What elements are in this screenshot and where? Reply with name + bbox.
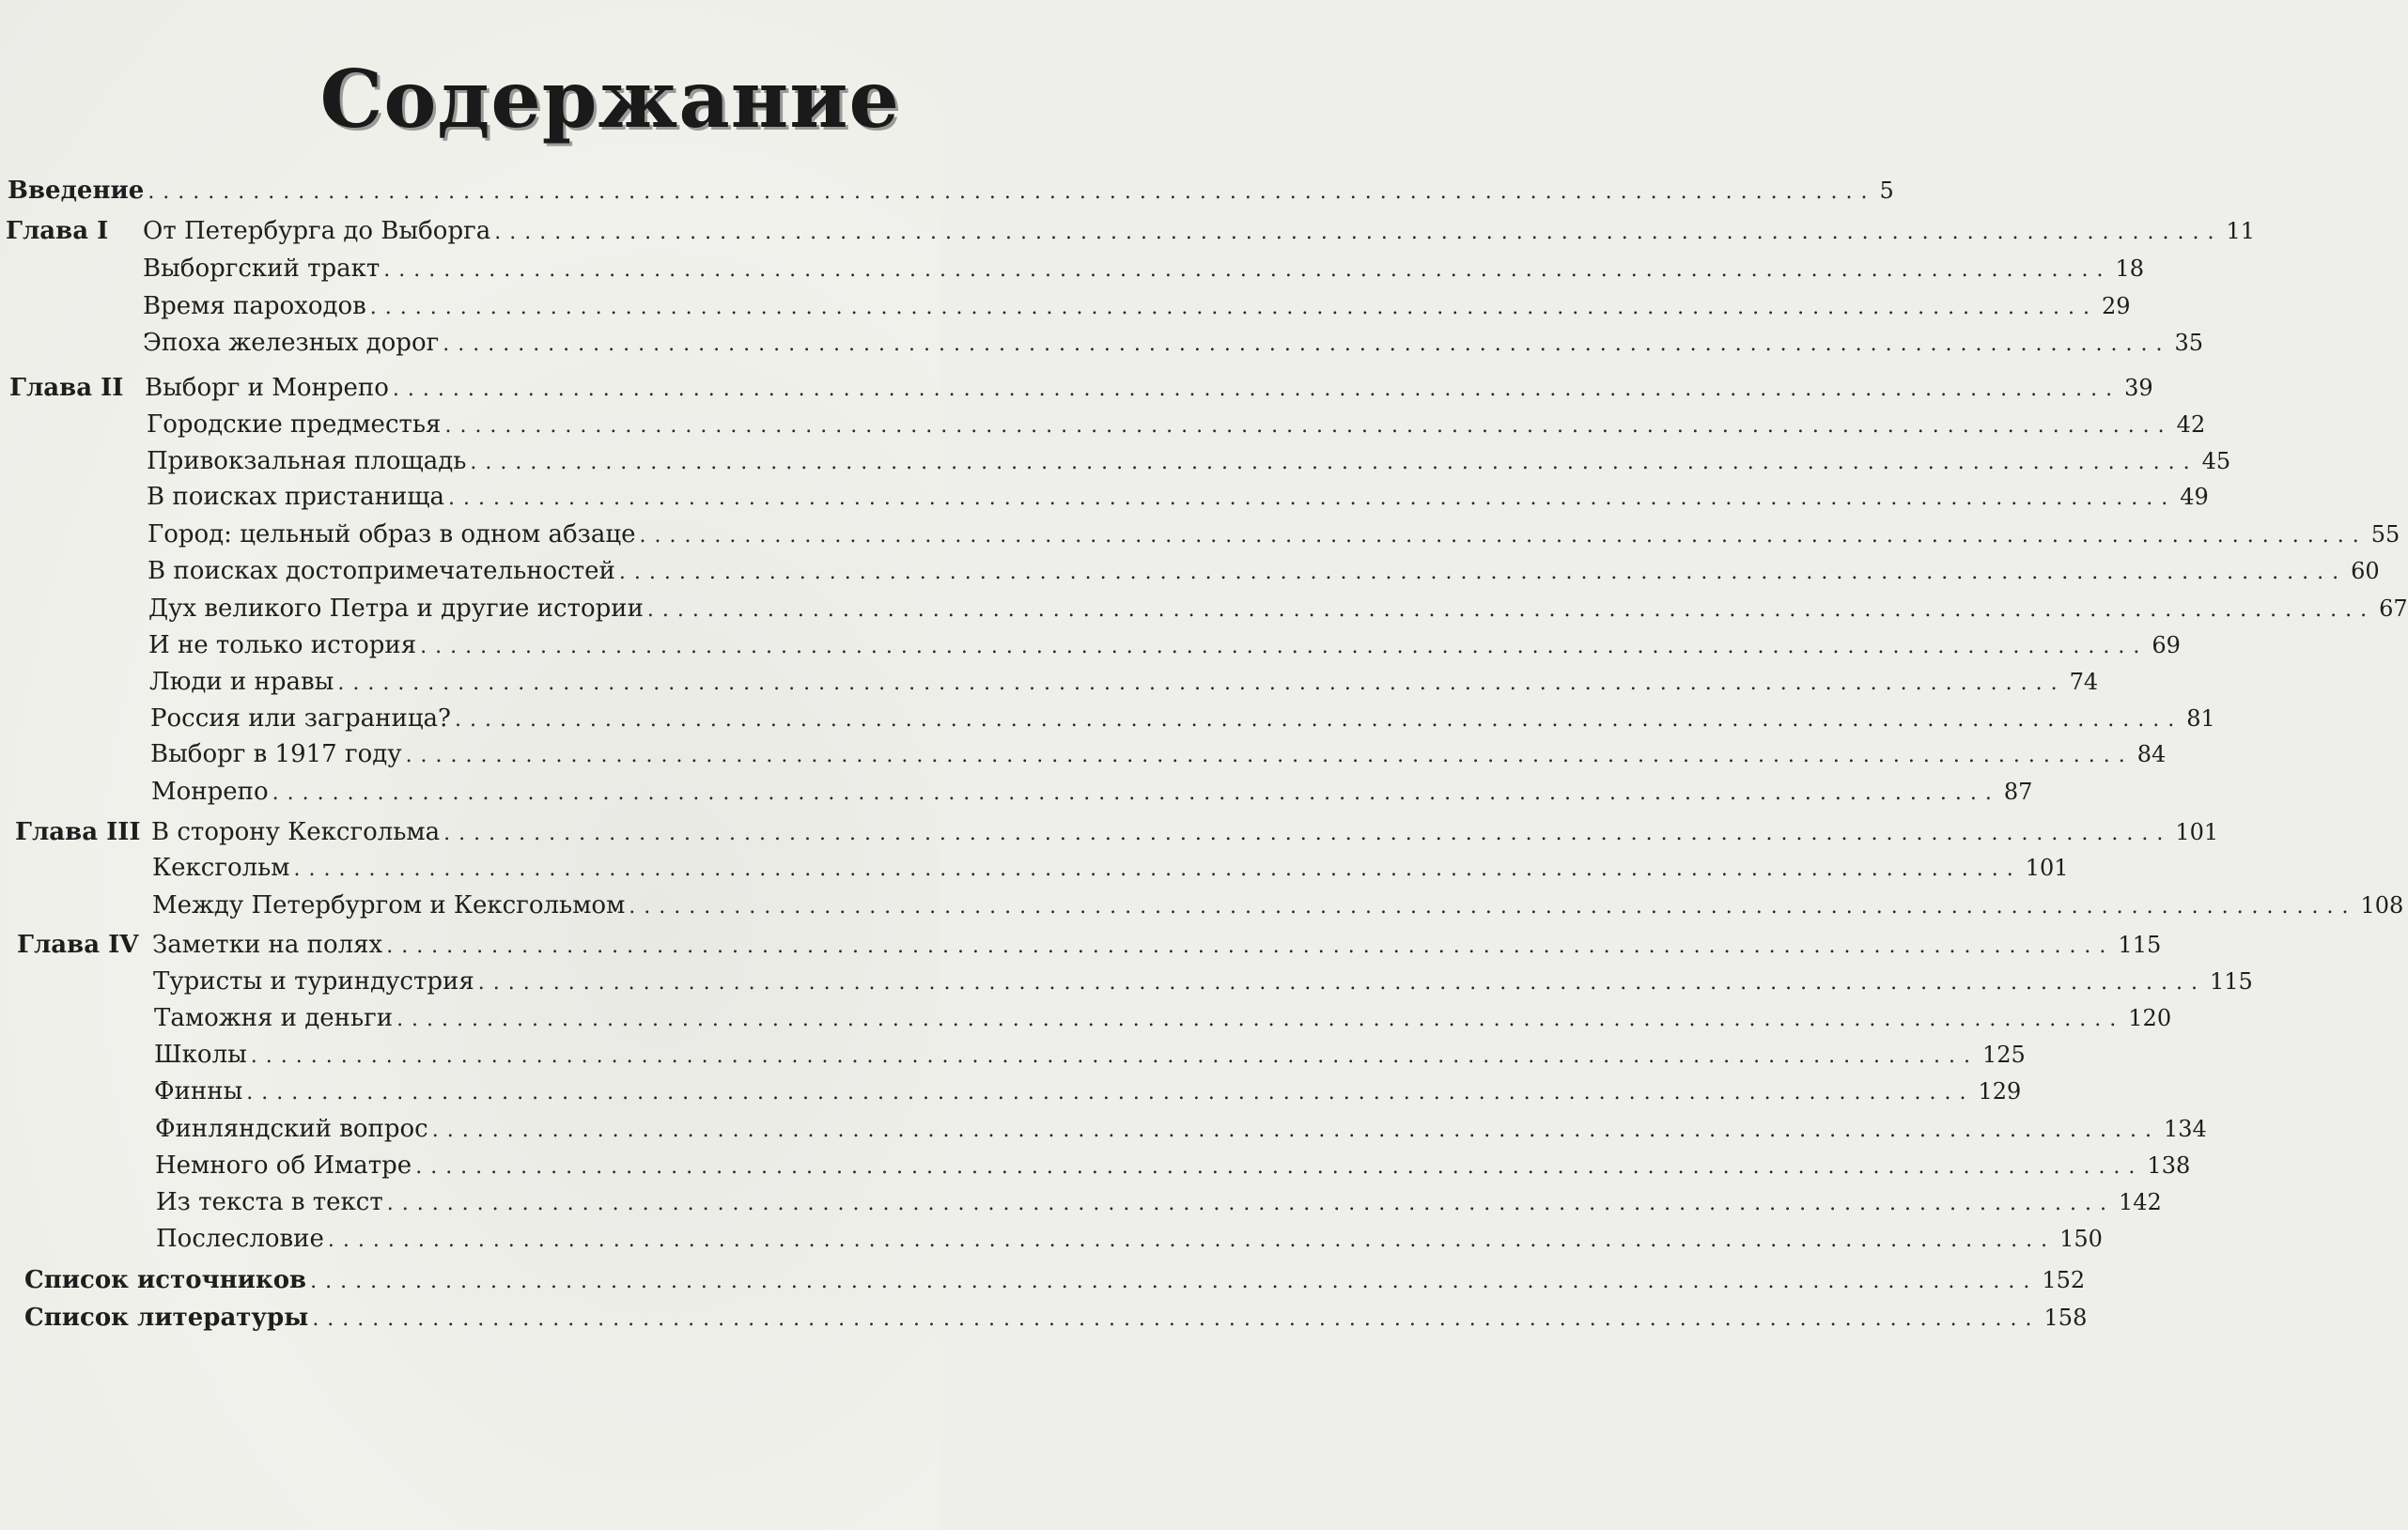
page-number: 60 [2351,558,2380,584]
page-number: 81 [2186,705,2215,732]
entry-title: Дух великого Петра и другие истории [148,595,644,623]
page-title: Содержание [319,53,900,146]
page-number: 115 [2118,932,2162,958]
toc-entry [154,1036,2026,1075]
toc-row [0,478,2209,516]
toc-entry [152,887,2404,926]
page-number: 35 [2174,330,2203,356]
page-number: 11 [2226,218,2255,244]
toc-row [0,700,2215,737]
entry-title: Между Петербургом и Кексгольмом [152,891,626,920]
dot-leader: ................................................................................................................... [639,524,2368,548]
toc-entry [145,369,2153,409]
entry-title: Монрепо [151,778,269,806]
toc-row [0,590,2408,627]
dot-leader: ................................................................................................................... [386,935,2115,958]
toc-entry [24,1261,2086,1301]
dot-leader: ................................................................................................................... [369,296,2098,319]
toc-entry [154,999,2172,1039]
entry-title: В сторону Кексгольма [151,818,441,846]
entry-title: Выборг и Монрепо [145,374,389,402]
entry-title: Время пароходов [143,292,366,320]
toc-row [0,287,2131,325]
toc-entry [147,442,2231,482]
page-number: 45 [2201,448,2231,474]
dot-leader: ................................................................................................................... [629,895,2357,919]
toc-entry [148,516,2400,555]
toc-entry [156,1220,2103,1260]
entry-title: Заметки на полях [152,931,383,959]
page-number: 69 [2152,632,2181,658]
toc-row [0,813,2219,851]
chapter-label: Глава I [6,217,109,245]
entry-title: И не только история [148,631,417,659]
entry-title: Туристы и туриндустрия [153,967,474,996]
dot-leader: ................................................................................................................... [337,672,2066,695]
toc-entry [150,700,2215,739]
toc-entry [155,1147,2191,1186]
toc-entry [153,963,2253,1002]
dot-leader: ................................................................................................................... [293,858,2022,881]
dot-leader: ................................................................................................................... [246,1081,1975,1105]
toc-row [0,442,2231,480]
page-number: 84 [2136,741,2167,767]
toc-entry [147,406,2206,445]
toc-entry [149,663,2099,703]
toc-entry [148,590,2408,629]
toc-row [0,735,2167,773]
toc-row [0,406,2206,443]
entry-title: Финляндский вопрос [155,1115,428,1143]
page-number: 125 [1982,1042,2026,1068]
entry-title: Школы [154,1041,247,1069]
page-number: 39 [2124,375,2153,401]
page-number: 74 [2069,669,2099,695]
entry-title: В поисках пристанища [147,483,445,511]
dot-leader: ................................................................................................................... [396,1008,2125,1031]
toc-entry [143,250,2145,289]
dot-leader: ................................................................................................................... [420,635,2149,658]
toc-entry [143,324,2203,363]
page-number: 138 [2147,1152,2191,1179]
toc-row [0,1220,2103,1258]
toc-row [0,626,2181,664]
entry-title: Кексгольм [152,854,290,882]
page-number: 67 [2379,595,2408,622]
toc-entry [24,1299,2088,1338]
toc-row [0,1110,2207,1148]
entry-title: Список литературы [24,1304,309,1332]
toc-entry [150,735,2167,775]
dot-leader: ................................................................................................................... [443,332,2171,356]
toc-row [0,250,2145,287]
toc-entry [151,773,2033,812]
page-number: 55 [2370,521,2400,548]
toc-row [0,926,2162,964]
entry-title: Городские предместья [147,410,442,439]
dot-leader: ................................................................................................................... [312,1307,2041,1331]
chapter-label: Глава III [15,818,141,846]
page-number: 101 [2025,855,2069,881]
toc-row [0,849,2069,887]
toc-row [0,552,2380,590]
page-number: 87 [2003,779,2033,805]
dot-leader: ................................................................................................................... [431,1119,2160,1142]
toc-entry [155,1110,2207,1150]
dot-leader: ................................................................................................................... [454,708,2183,732]
dot-leader: ................................................................................................................... [448,487,2177,510]
entry-title: От Петербурга до Выборга [143,217,491,245]
toc-entry [148,552,2380,592]
entry-title: Финны [154,1077,243,1105]
toc-row [0,1073,2022,1110]
dot-leader: ................................................................................................................... [415,1155,2144,1179]
page-number: 115 [2209,968,2253,995]
dot-leader: ................................................................................................................... [470,451,2198,474]
entry-title: Город: цельный образ в одном абзаце [148,520,636,549]
toc-entry [152,849,2069,889]
toc-row [0,773,2033,811]
toc-row [0,887,2404,924]
dot-leader: ................................................................................................................... [494,221,2223,244]
entry-title: В поисках достопримечательностей [148,557,615,585]
page-number: 120 [2128,1005,2172,1031]
dot-leader: ................................................................................................................... [383,258,2112,282]
dot-leader: ................................................................................................................... [444,414,2173,438]
dot-leader: ................................................................................................................... [443,822,2172,845]
toc-entry [152,926,2162,966]
dot-leader: ................................................................................................................... [405,744,2134,767]
entry-title: Послесловие [156,1225,324,1253]
toc-row [0,1036,2026,1074]
toc-entry [143,287,2131,327]
page-number: 134 [2163,1116,2207,1142]
chapter-label: Глава II [9,374,124,402]
dot-leader: ................................................................................................................... [310,1270,2039,1293]
toc-row [0,999,2172,1037]
toc-row [0,516,2400,553]
dot-leader: ................................................................................................................... [148,180,1876,204]
page-number: 158 [2043,1305,2088,1331]
page-number: 42 [2176,411,2206,438]
dot-leader: ................................................................................................................... [327,1229,2057,1252]
toc-row [0,172,1894,209]
dot-leader: ................................................................................................................... [618,561,2348,584]
toc-entry [156,1183,2162,1223]
page-number: 108 [2360,892,2404,919]
page-number: 5 [1879,178,1894,204]
entry-title: Люди и нравы [149,668,334,696]
entry-title: Выборг в 1917 году [150,740,402,768]
entry-title: Введение [8,177,145,205]
entry-title: Эпоха железных дорог [143,329,440,357]
toc-entry [143,212,2255,252]
toc-row [0,1147,2191,1184]
entry-title: Таможня и деньги [154,1004,394,1032]
dot-leader: ................................................................................................................... [250,1044,1980,1068]
dot-leader: ................................................................................................................... [646,598,2376,622]
dot-leader: ................................................................................................................... [477,971,2206,995]
page-number: 150 [2059,1226,2103,1252]
page-number: 18 [2115,255,2145,282]
toc-row [0,1261,2086,1299]
page-number: 129 [1978,1078,2022,1105]
toc-row [0,324,2203,362]
toc-entry [154,1073,2022,1112]
page-number: 49 [2180,484,2209,510]
page-number: 29 [2102,293,2131,319]
toc-row [0,1183,2162,1221]
entry-title: Выборгский тракт [143,255,381,283]
entry-title: Из текста в текст [156,1188,383,1216]
page-number: 142 [2118,1189,2162,1215]
toc-entry [148,626,2181,666]
toc-entry [151,813,2219,853]
dot-leader: ................................................................................................................... [272,781,2000,805]
toc-row [0,663,2099,701]
toc-row [0,212,2255,250]
toc-entry [8,172,1894,211]
entry-title: Привокзальная площадь [147,447,467,475]
entry-title: Список источников [24,1266,307,1294]
page-number: 152 [2042,1267,2086,1293]
toc-entry [147,478,2209,518]
toc-row [0,1299,2088,1337]
toc-row [0,963,2253,1000]
entry-title: Немного об Иматре [155,1151,412,1180]
page-number: 101 [2175,819,2219,845]
chapter-label: Глава IV [17,931,139,959]
dot-leader: ................................................................................................................... [386,1192,2115,1215]
dot-leader: ................................................................................................................... [392,378,2121,401]
entry-title: Россия или заграница? [150,704,451,733]
toc-row [0,369,2153,407]
